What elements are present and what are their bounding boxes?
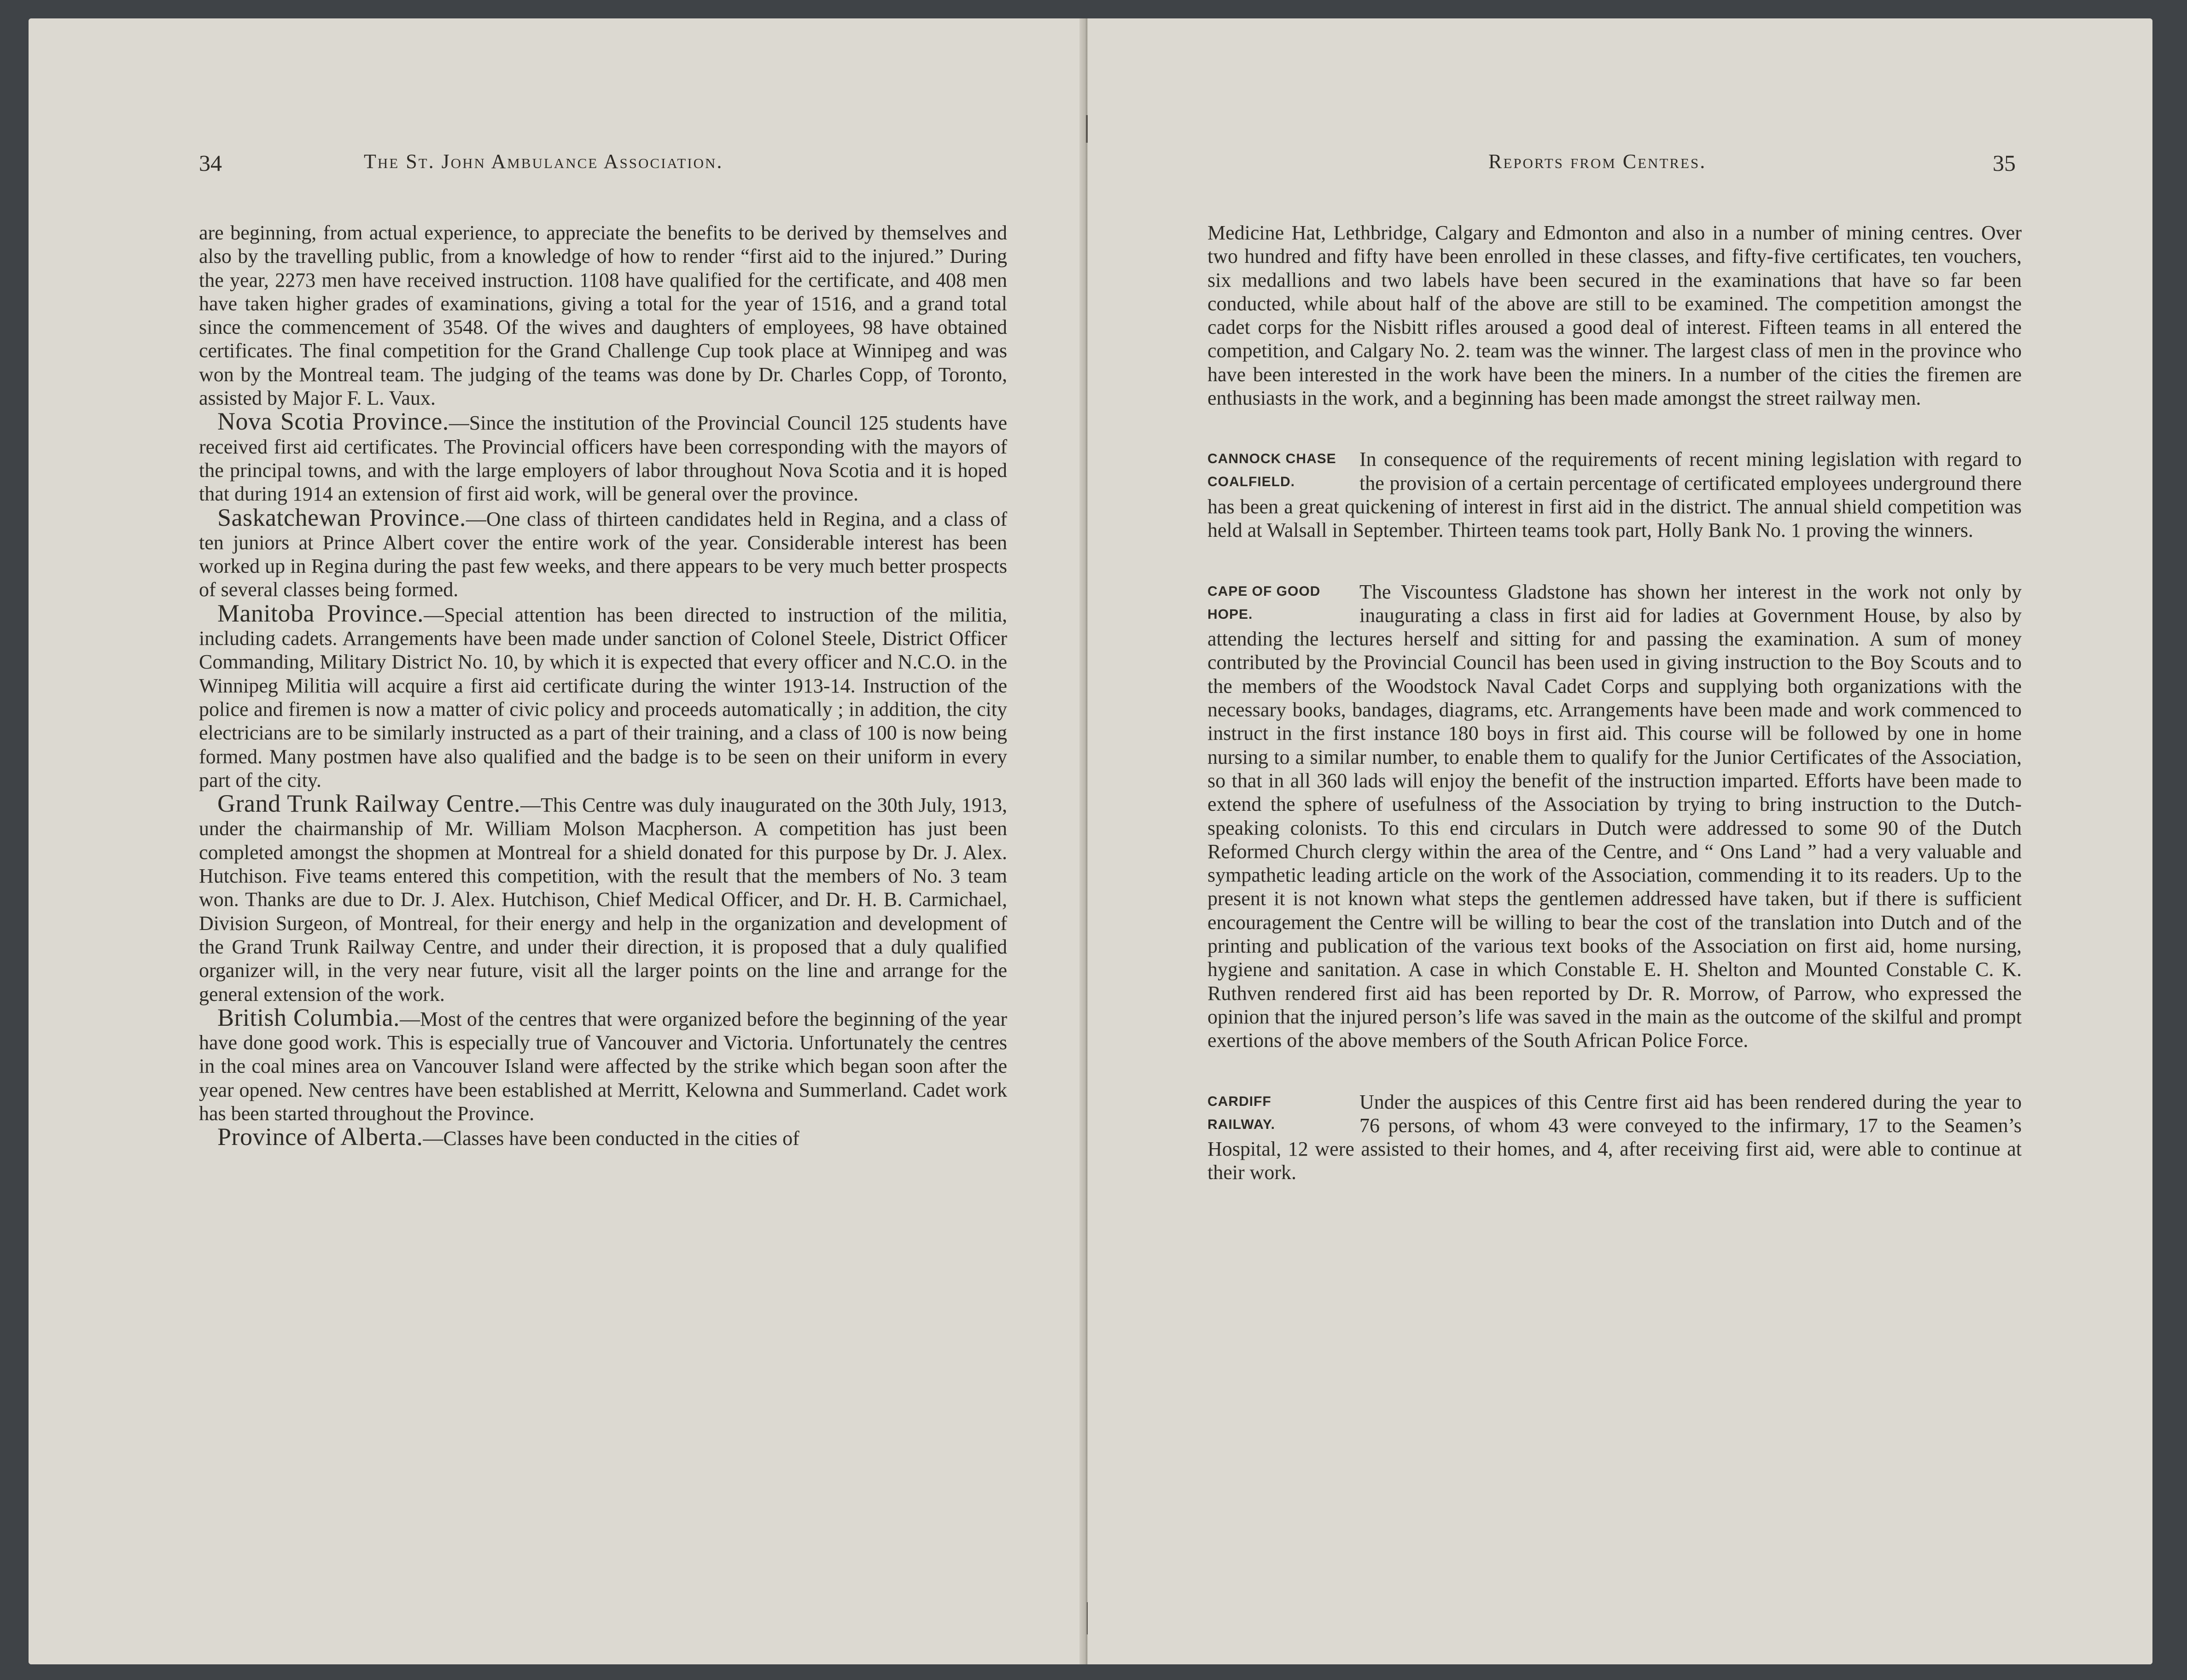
page-number: 34 — [199, 150, 222, 176]
page-number: 35 — [1993, 150, 2016, 176]
right-page — [1088, 18, 2152, 1664]
paragraph: Province of Alberta.—Classes have been conducted in the cities of — [217, 1123, 799, 1151]
report-section — [1207, 580, 2022, 1052]
paragraph-lead: British Columbia. — [217, 1003, 400, 1031]
paragraph-lead: Grand Trunk Railway Centre. — [217, 790, 520, 818]
report-section — [1207, 448, 2022, 542]
paragraph-lead: Nova Scotia Province. — [217, 407, 449, 436]
section-heading: CANNOCK CHASE COALFIELD. — [1207, 451, 1336, 490]
section-text: The Viscountess Gladstone has shown her interest in the work not only by inaugurating a class in first aid for ladies at Government House, by also by attending the lectures herself and sitting for and passing the examination. A sum of money contributed by the Provincial Council has been used in giving instruction to the Boy Scouts and to the members of the Woodstock Naval Cadet Corps and supplying both organizations with the necessary books, bandages, diagrams, etc. Arrangements have been made and work commenced to instruct in the first instance 180 boys in first aid. This course will be followed by one in home nursing to a similar number, to enable them to qualify for the Junior Certificates of the Association, so that in all 360 lads will enjoy the benefit of the instruction imparted. Efforts have been made to extend the sphere of usefulness of the Association by trying to bring instruction to the Dutch-speaking colonists. To this end circulars in Dutch were addressed to some 90 of the Dutch Reformed Church clergy within the area of the Centre, and “ Ons Land ” had a very valuable and sympathetic leading article on the work of the Association, commending it to its readers. Up to the present it is not known what steps the gentlemen addressed have taken, but if there is sufficient encouragement the Centre will be willing to bear the cost of the translation into Dutch and of the printing and publication of the various text books of the Association on first aid, home nursing, hygiene and sanitation. A case in which Constable E. H. Shelton and Mounted Constable C. K. Ruthven rendered first aid has been reported by Dr. R. Morrow, of Parrow, who expressed the opinion that the injured person’s life was saved in the main as the outcome of the skilful and prompt exertions of the above members of the South African Police Force. — [1207, 580, 2022, 1052]
paragraph: Saskatchewan Province.—One class of thirteen candidates held in Regina, and a class of ten juniors at Prince Albert cover the entire work of the year. Considerable interest has been worked up in Regina during the past few weeks, and there appears to be very much better prospects of several classes being formed. — [199, 503, 1007, 601]
section-text: Under the auspices of this Centre first aid has been rendered during the year to 76 persons, of whom 43 were conveyed to the infirmary, 17 to the Seamen’s Hospital, 12 were assisted to their homes, and 4, after receiving first aid, were able to continue at their work. — [1207, 1090, 2022, 1184]
left-page — [29, 18, 1083, 1664]
book-spread — [29, 18, 2152, 1664]
paragraph-lead: Province of Alberta. — [217, 1123, 423, 1151]
running-head: The St. John Ambulance Association. — [364, 150, 723, 173]
report-section — [1207, 1090, 2022, 1185]
right-column — [1207, 221, 2022, 1222]
section-heading: CARDIFF RAILWAY. — [1207, 1093, 1275, 1132]
section-heading: CAPE OF GOOD HOPE. — [1207, 583, 1321, 622]
paragraph: Medicine Hat, Lethbridge, Calgary and Edmonton and also in a number of mining centres. Over two hundred and fifty have been enrolled in these classes, and fifty-five certificates, ten vouchers, six medallions and two labels have been secured in the examinations that have so far been conducted, while about half of the above are still to be examined. The competition amongst the cadet corps for the Nisbitt rifles aroused a good deal of interest. Fifteen teams in all entered the competition, and Calgary No. 2. team was the winner. The largest class of men in the province who have been interested in the work have been the miners. In a number of the cities the firemen are enthusiasts in the work, and a beginning has been made amongst the street railway men. — [1207, 221, 2022, 410]
section-text: In consequence of the requirements of recent mining legislation with regard to the provision of a certain percentage of certificated employees underground there has been a great quickening of interest in first aid in the district. The annual shield competition was held at Walsall in September. Thirteen teams took part, Holly Bank No. 1 proving the winners. — [1207, 448, 2022, 542]
paragraph-lead: Manitoba Province. — [217, 599, 424, 627]
left-column — [199, 221, 1007, 1151]
paragraph: are beginning, from actual experience, to appreciate the benefits to be derived by themselves and also by the travelling public, from a knowledge of how to render “first aid to the injured.” During the year, 2273 men have received instruction. 1108 have qualified for the certificate, and 408 men have taken higher grades of examinations, giving a total for the year of 1516, and a grand total since the commencement of 3548. Of the wives and daughters of employees, 98 have obtained certificates. The final competition for the Grand Challenge Cup took place at Winnipeg and was won by the Montreal team. The judging of the teams was done by Dr. Charles Copp, of Toronto, assisted by Major F. L. Vaux. — [199, 221, 1007, 410]
paragraph: British Columbia.—Most of the centres that were organized before the beginning of the year have done good work. This is especially true of Vancouver and Victoria. Unfortunately the centres in the coal mines area on Vancouver Island were affected by the strike which began soon after the year opened. New centres have been established at Merritt, Kelowna and Summerland. Cadet work has been started throughout the Province. — [199, 1003, 1007, 1125]
paragraph: Manitoba Province.—Special attention has been directed to instruction of the militia, including cadets. Arrangements have been made under sanction of Colonel Steele, District Officer Commanding, Military District No. 10, by which it is expected that every officer and N.C.O. in the Winnipeg Militia will acquire a first aid certificate during the winter 1913-14. Instruction of the police and firemen is now a matter of civic policy and proceeds automatically ; in addition, the city electricians are to be similarly instructed as a part of their training, and a class of 100 is now being formed. Many postmen have also qualified and the badge is to be seen on their uniform in every part of the city. — [199, 599, 1007, 791]
paragraph: Grand Trunk Railway Centre.—This Centre was duly inaugurated on the 30th July, 1913, under the chairmanship of Mr. William Molson Macpherson. A competition has just been completed amongst the shopmen at Montreal for a shield donated for this purpose by Dr. J. Alex. Hutchison. Five teams entered this competition, with the result that the members of No. 3 team won. Thanks are due to Dr. J. Alex. Hutchison, Chief Medical Officer, and Dr. H. B. Carmichael, Division Surgeon, of Montreal, for their energy and help in the organization and development of the Grand Trunk Railway Centre, and under their direction, it is proposed that a duly qualified organizer will, in the very near future, visit all the larger points on the line and arrange for the general extension of the work. — [199, 790, 1007, 1006]
paragraph-lead: Saskatchewan Province. — [217, 503, 466, 531]
paragraph: Nova Scotia Province.—Since the institution of the Provincial Council 125 students have received first aid certificates. The Provincial officers have been corresponding with the mayors of the principal towns, and with the large employers of labor throughout Nova Scotia and it is hoped that during 1914 an extension of first aid work, will be general over the province. — [199, 407, 1007, 506]
running-head: Reports from Centres. — [1488, 150, 1707, 173]
